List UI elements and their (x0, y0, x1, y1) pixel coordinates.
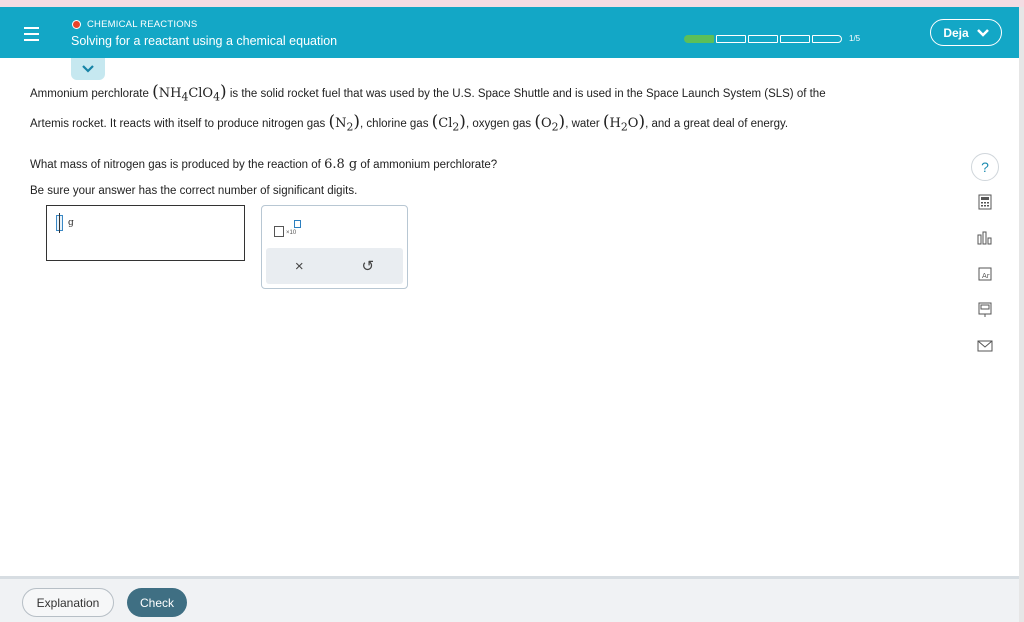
progress-bar (684, 34, 860, 43)
calculator-icon[interactable] (971, 188, 999, 216)
text-segment: Artemis rocket. It reacts with itself to produce nitrogen gas (30, 117, 329, 130)
top-strip (0, 0, 1024, 7)
formula-n2: $(N_2)$ (328, 111, 361, 134)
answer-input-box[interactable] (46, 205, 245, 261)
formula-subscript: 2 (551, 120, 559, 134)
sci-exponent-box (294, 220, 301, 228)
question-content (30, 80, 910, 201)
page-title: Solving for a reactant using a chemical equation (71, 34, 338, 48)
sci-notation-box (274, 226, 284, 237)
formula-part: ClO (188, 86, 214, 101)
text-segment: is the solid rocket fuel that was used by the U.S. Space Shuttle and is used in the Space Launch System (SLS) of the (226, 88, 826, 100)
topic-label: CHEMICAL REACTIONS (87, 19, 198, 30)
chevron-down-icon (82, 65, 94, 73)
check-button[interactable]: Check (127, 588, 187, 617)
help-icon[interactable]: ? (971, 153, 999, 181)
scientific-notation-button[interactable] (274, 218, 304, 240)
undo-icon[interactable]: ↺ (361, 258, 375, 275)
collapse-header-button[interactable] (71, 58, 105, 80)
text-segment: of ammonium perchlorate? (357, 159, 498, 172)
progress-segment (684, 35, 714, 43)
user-menu-button[interactable] (930, 19, 1002, 46)
progress-segment (748, 35, 778, 43)
formula-o2: $(O_2)$ (534, 111, 566, 134)
formula-nh4clo4: $(NH_4ClO_4)$ (152, 82, 227, 104)
text-segment: What mass of nitrogen gas is produced by the reaction of (30, 159, 325, 172)
formula-cl2: $(Cl_2)$ (431, 111, 466, 134)
sig-figs-instruction: Be sure your answer has the correct number of significant digits. (30, 185, 358, 198)
sci-notation-label: ×10 (286, 230, 297, 236)
header-bar (0, 7, 1019, 58)
question-paragraph (30, 80, 910, 139)
clear-icon[interactable]: × (294, 257, 304, 275)
formula-part: H (609, 115, 621, 131)
progress-segment (780, 35, 810, 43)
progress-segment (812, 35, 842, 43)
user-name: Deja (943, 25, 969, 40)
progress-text: 1/5 (849, 34, 861, 43)
formula-part: NH (158, 86, 182, 101)
math-keypad (261, 205, 408, 289)
svg-text:Ar: Ar (982, 272, 990, 280)
question-prompt (30, 155, 910, 175)
formula-subscript: 2 (452, 120, 460, 134)
mail-icon[interactable] (971, 332, 999, 360)
text-segment: , and a great deal of energy. (645, 117, 789, 130)
reference-icon[interactable] (971, 296, 999, 324)
topic-status-dot (72, 20, 81, 29)
keypad-action-bar (266, 248, 403, 284)
chart-icon[interactable] (971, 224, 999, 252)
formula-subscript: 4 (213, 90, 220, 104)
formula-part: O (540, 115, 552, 131)
progress-segment (716, 35, 746, 43)
answer-unit: g (68, 218, 74, 228)
text-segment: , water (565, 117, 603, 130)
formula-subscript: 2 (620, 120, 628, 134)
formula-part: O (627, 115, 639, 131)
formula-subscript: 2 (346, 120, 354, 134)
formula-subscript: 4 (181, 90, 189, 104)
menu-icon[interactable] (14, 19, 48, 49)
scrollbar[interactable] (1019, 7, 1024, 622)
footer-bar (0, 576, 1019, 622)
formula-part: Cl (438, 115, 453, 131)
text-cursor (59, 213, 60, 233)
formula-h2o: $(H_2O)$ (602, 111, 646, 134)
topic-row (72, 19, 197, 30)
explanation-button[interactable]: Explanation (22, 588, 114, 617)
text-segment: , oxygen gas (465, 117, 535, 130)
periodic-table-icon[interactable] (971, 260, 999, 288)
given-mass: 6.8 g (324, 157, 358, 173)
formula-part: N (335, 115, 347, 131)
chevron-down-icon (977, 29, 989, 37)
text-segment: Ammonium perchlorate (30, 88, 153, 100)
text-segment: , chlorine gas (360, 117, 432, 130)
